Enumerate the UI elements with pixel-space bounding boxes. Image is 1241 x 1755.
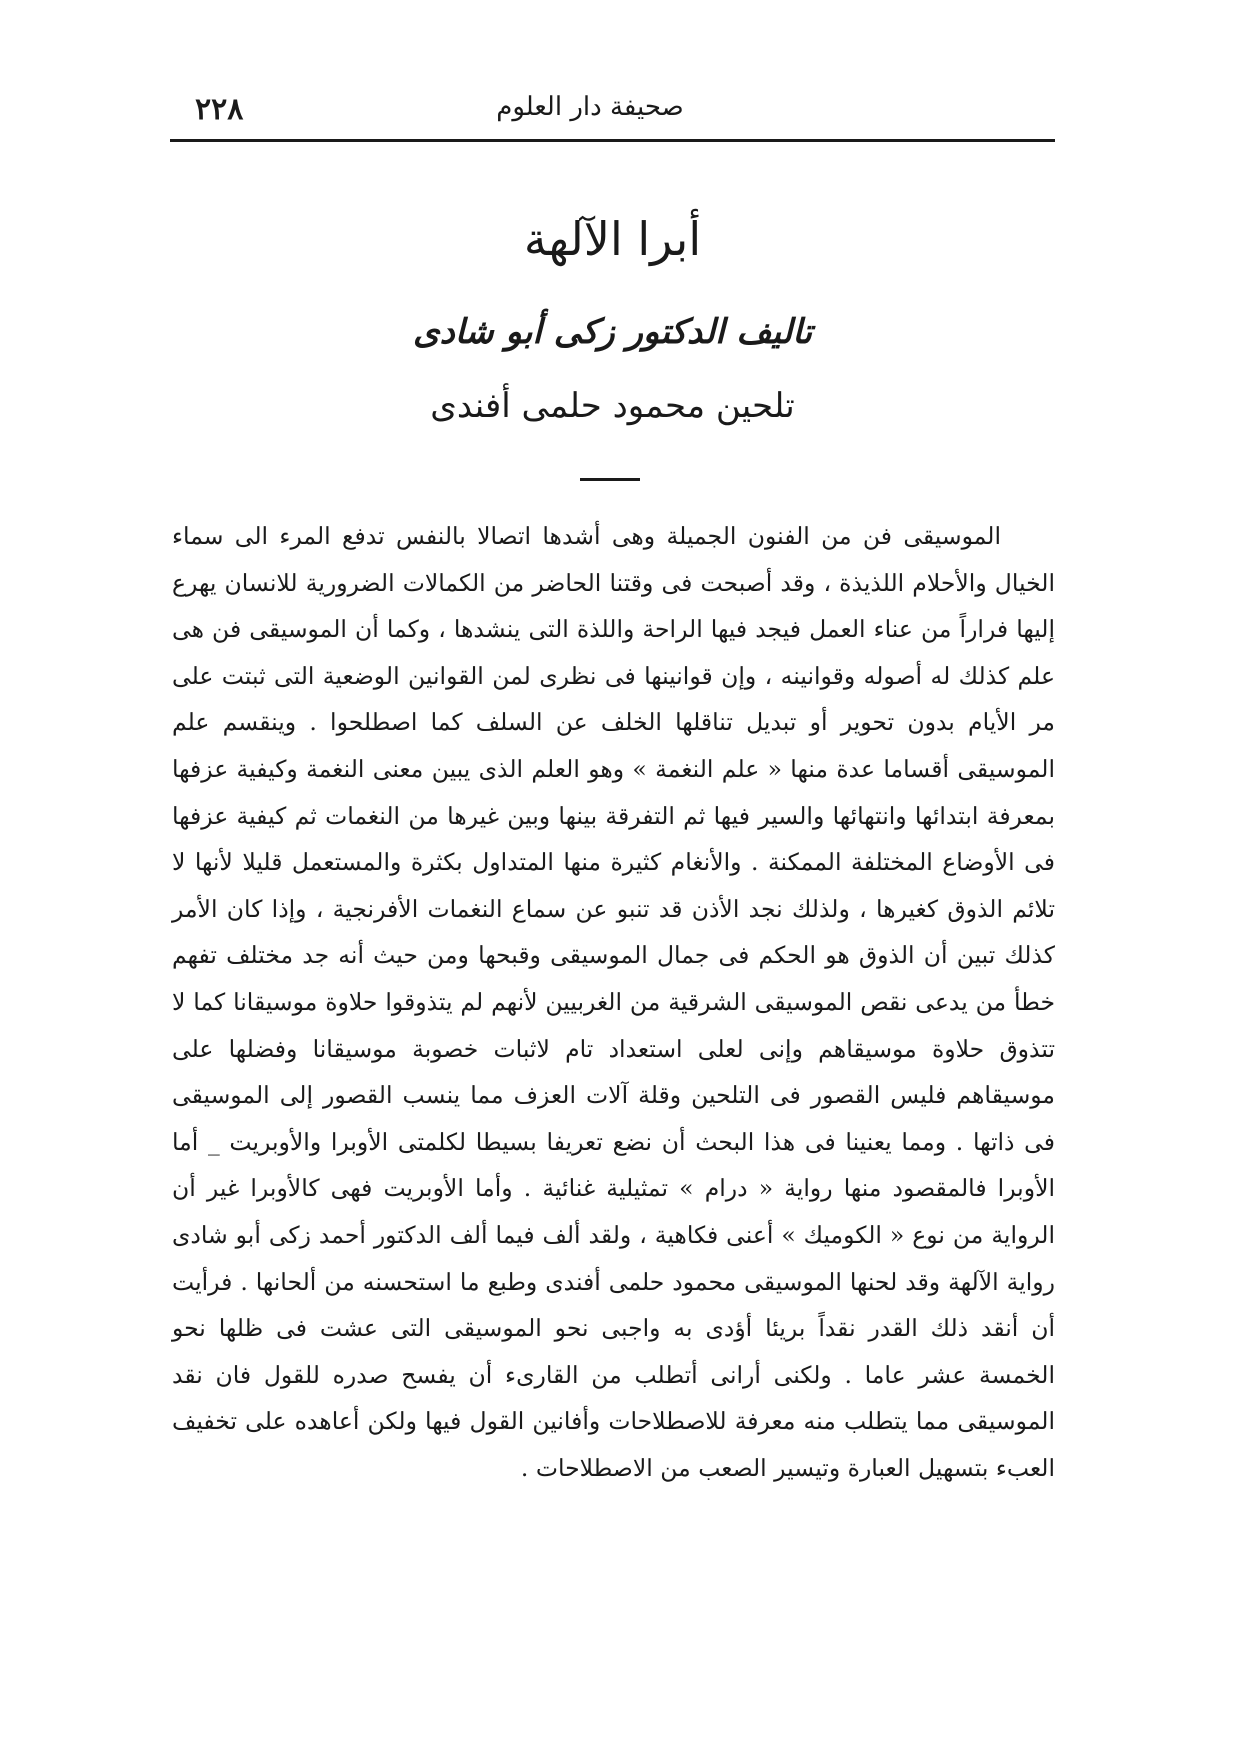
running-header-title: صحيفة دار العلوم — [496, 92, 684, 122]
composer-line: تلحين محمود حلمى أفندى — [430, 386, 795, 426]
page-number: ٢٢٨ — [195, 92, 244, 127]
author-line: تاليف الدكتور زكى أبو شادى — [412, 312, 813, 352]
header-rule — [170, 139, 1055, 142]
title-divider — [580, 478, 640, 481]
article-title: أبرا الآلهة — [523, 212, 702, 266]
body-paragraph: الموسيقى فن من الفنون الجميلة وهى أشدها اتصالا بالنفس تدفع المرء الى سماء الخيال والأحلام اللذيذة ، وقد أصبحت فى وقتنا الحاضر من الكمالات الضرورية للانسان يهرع إليها فراراً من عناء العمل فيجد فيها الراحة واللذة التى ينشدها ، وكما أن الموسيقى فن هى علم كذلك له أصوله وقوانينه ، وإن قوانينها فى نظرى لمن القوانين الوضعية التى ثبتت على مر الأيام بدون تحوير أو تبديل تناقلها الخلف عن السلف كما اصطلحوا . وينقسم علم الموسيقى أقساما عدة منها « علم النغمة » وهو العلم الذى يبين معنى النغمة وكيفية عزفها بمعرفة ابتدائها وانتهائها والسير فيها ثم التفرقة بينها وبين غيرها من النغمات ثم كيفية عزفها فى الأوضاع المختلفة الممكنة . والأنغام كثيرة منها المتداول بكثرة والمستعمل قليلا لأنها لا تلائم الذوق كغيرها ، ولذلك نجد الأذن قد تنبو عن سماع النغمات الأفرنجية ، وإذا كان الأمر كذلك تبين أن الذوق هو الحكم فى جمال الموسيقى وقبحها ومن حيث أنه جد مختلف تفهم خطأ من يدعى نقص الموسيقى الشرقية من الغربيين لأنهم لم يتذوقوا حلاوة موسيقانا كما لا تتذوق حلاوة موسيقاهم وإنى لعلى استعداد تام لاثبات خصوبة موسيقانا وفضلها على موسيقاهم فليس القصور فى التلحين وقلة آلات العزف مما ينسب القصور إلى الموسيقى فى ذاتها . ومما يعنينا فى هذا البحث أن نضع تعريفا بسيطا لكلمتى الأوبرا والأوبريت _ أما الأوبرا فالمقصود منها رواية « درام » تمثيلية غنائية . وأما الأوبريت فهى كالأوبرا غير أن الرواية من نوع « الكوميك » أعنى فكاهية ، ولقد ألف فيما ألف الدكتور أحمد زكى أبو شادى رواية الآلهة وقد لحنها الموسيقى محمود حلمى أفندى وطبع ما استحسنه من ألحانها . فرأيت أن أنقد ذلك القدر نقداً بريئا أؤدى به واجبى نحو الموسيقى التى عشت فى ظلها نحو الخمسة عشر عاما . ولكنى أرانى أتطلب من القارىء أن يفسح صدره للقول فان نقد الموسيقى مما يتطلب منه معرفة للاصطلاحات وأفانين القول فيها ولكن أعاهده على تخفيف العبء بتسهيل العبارة وتيسير الصعب من الاصطلاحات . — [172, 522, 1055, 1482]
article-body — [172, 513, 1055, 1491]
